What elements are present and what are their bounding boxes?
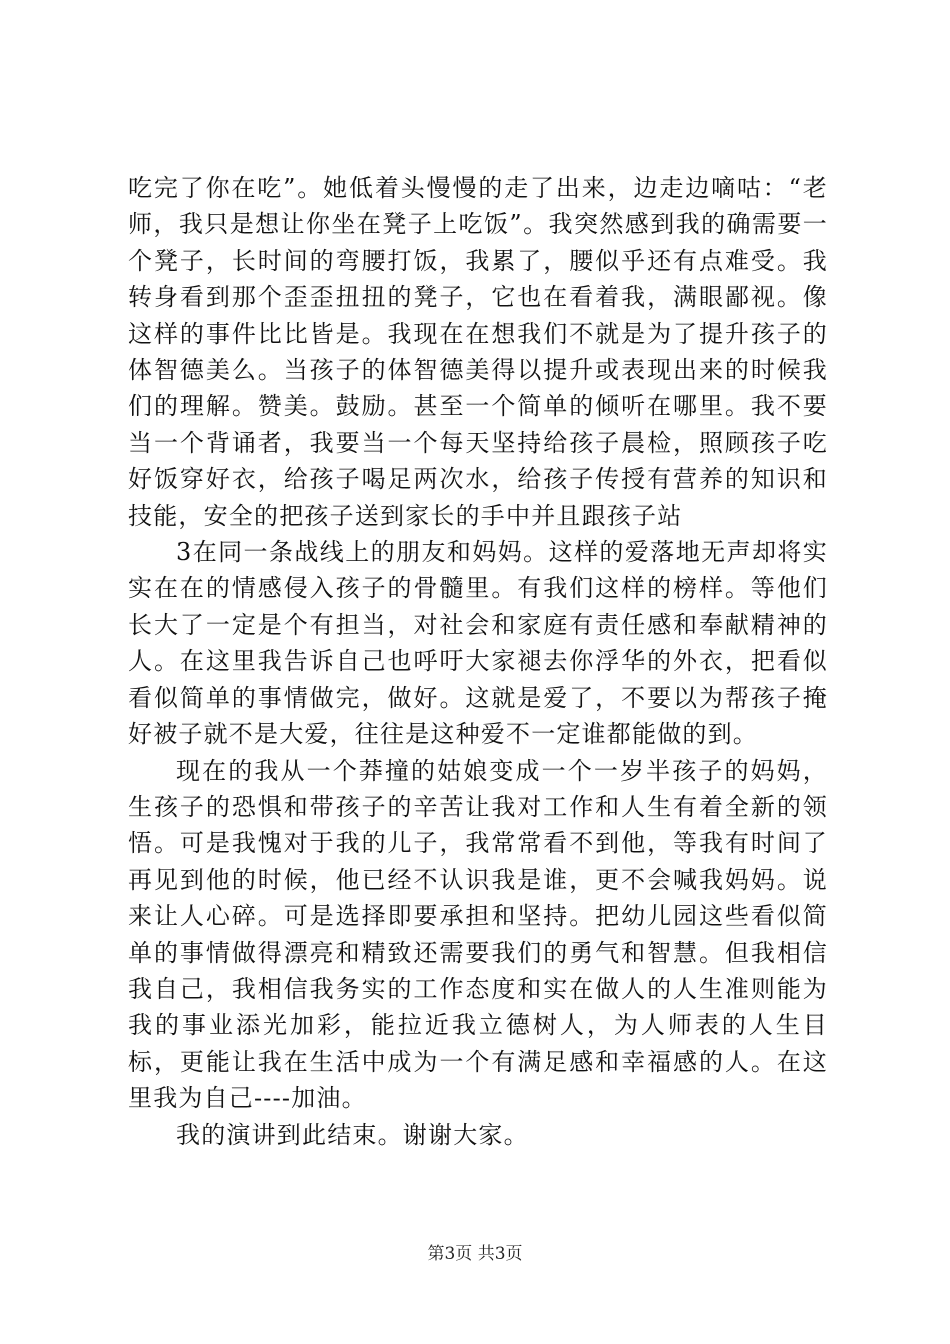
page-footer: 第3页 共3页 [427,1244,523,1264]
speech-body [128,170,828,1153]
paragraph-2: 3在同一条战线上的朋友和妈妈。这样的爱落地无声却将实实在在的情感侵入孩子的骨髓里。有我们这样的榜样。等他们长大了一定是个有担当，对社会和家庭有责任感和奉献精神的人。在这里我告诉自己也呼吁大家褪去你浮华的外衣，把看似看似简单的事情做完，做好。这就是爱了，不要以为帮孩子掩好被子就不是大爱，往往是这种爱不一定谁都能做的到。 [128,538,828,749]
paragraph-3: 现在的我从一个莽撞的姑娘变成一个一岁半孩子的妈妈，生孩子的恐惧和带孩子的辛苦让我对工作和人生有着全新的领悟。可是我愧对于我的儿子，我常常看不到他，等我有时间了再见到他的时候，他已经不认识我是谁，更不会喊我妈妈。说来让人心碎。可是选择即要承担和坚持。把幼儿园这些看似简单的事情做得漂亮和精致还需要我们的勇气和智慧。但我相信我自己，我相信我务实的工作态度和实在做人的人生准则能为我的事业添光加彩，能拉近我立德树人，为人师表的人生目标，更能让我在生活中成为一个有满足感和幸福感的人。在这里我为自己----加油。 [128,756,828,1113]
paragraph-4: 我的演讲到此结束。谢谢大家。 [176,1120,529,1149]
paragraph-1: 吃完了你在吃”。她低着头慢慢的走了出来，边走边嘀咕：“老师，我只是想让你坐在凳子上吃饭”。我突然感到我的确需要一个凳子，长时间的弯腰打饭，我累了，腰似乎还有点难受。我转身看到那个歪歪扭扭的凳子，它也在看着我，满眼鄙视。像这样的事件比比皆是。我现在在想我们不就是为了提升孩子的体智德美么。当孩子的体智德美得以提升或表现出来的时候我们的理解。赞美。鼓励。甚至一个简单的倾听在哪里。我不要当一个背诵者，我要当一个每天坚持给孩子晨检，照顾孩子吃好饭穿好衣，给孩子喝足两次水，给孩子传授有营养的知识和技能，安全的把孩子送到家长的手中并且跟孩子站 [128,174,828,530]
